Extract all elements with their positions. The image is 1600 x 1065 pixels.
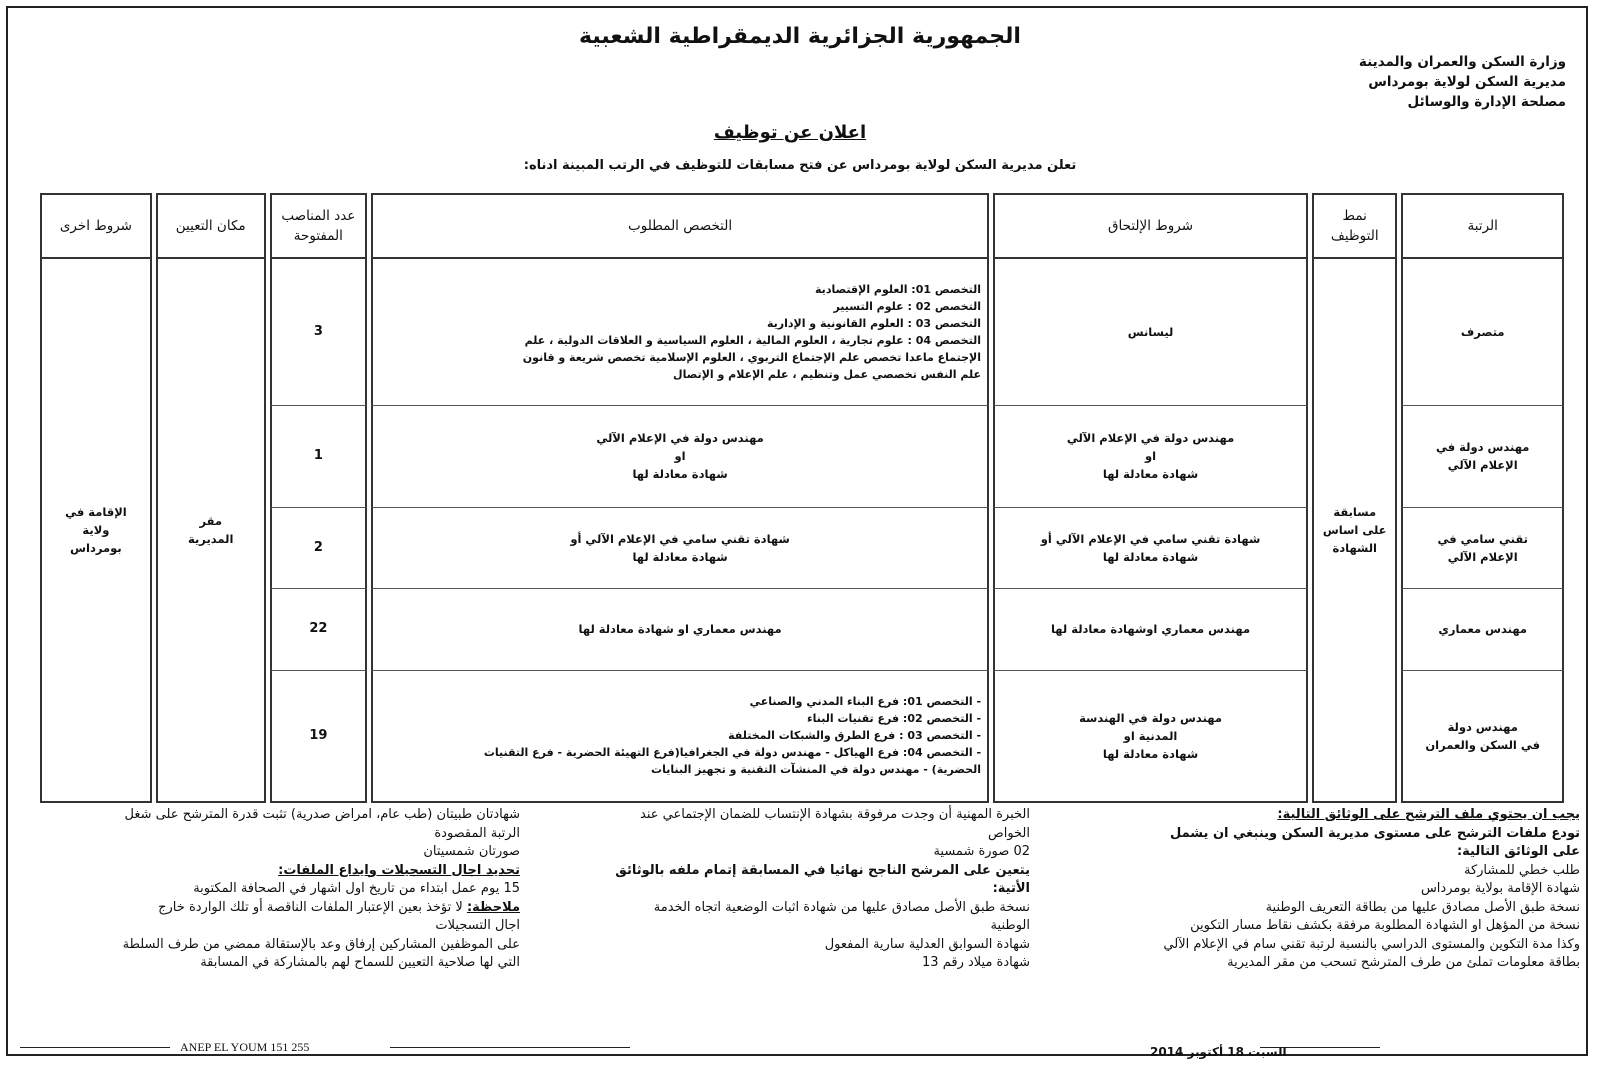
posts-cell: 22 — [270, 589, 368, 670]
list-item: وكذا مدة التكوين والمستوى الدراسي بالنسبة لرتبة تقني سام في الإعلام الآلي — [1163, 936, 1580, 952]
conditions-cell: شهادة تقني سامي في الإعلام الآلي أو شهادة معادلة لها — [993, 508, 1308, 589]
text-line: شهادتان طبيتان (طب عام، امراض صدرية) تثبت قدرة المترشح على شغل — [124, 807, 520, 822]
header-rank: الرتبة — [1401, 193, 1564, 259]
rank-cell: مهندس دولة في السكن والعمران — [1401, 671, 1564, 803]
documents-intro-2: على الوثائق التالية: — [1456, 844, 1580, 859]
rank-cell: مهندس معماري — [1401, 589, 1564, 670]
text-line: اجال التسجيلات — [435, 918, 520, 933]
posts-cell: 2 — [270, 508, 368, 589]
directorate-line: مديرية السكن لولاية بومرداس — [1368, 74, 1566, 90]
header-mode: نمط التوظيف — [1312, 193, 1397, 259]
additional-documents-block — [530, 806, 1030, 973]
specialty-cell: مهندس دولة في الإعلام الآلي او شهادة معادلة لها — [371, 406, 989, 508]
conditions-cell: مهندس دولة في الهندسة المدنية او شهادة معادلة لها — [993, 671, 1308, 803]
publication-date: السبت 18 أكتوبر 2014 — [1150, 1045, 1287, 1059]
note-text: لا تؤخذ بعين الإعتبار الملفات الناقصة أو تلك الواردة خارج — [158, 899, 467, 915]
text-line: الرتبة المقصودة — [434, 825, 520, 841]
header-place: مكان التعيين — [156, 193, 266, 259]
successful-candidate-heading-2: الأتية: — [992, 881, 1030, 896]
text-line: صورتان شمسيتان — [423, 844, 520, 859]
conditions-cell: مهندس دولة في الإعلام الآلي او شهادة معادلة لها — [993, 406, 1308, 508]
ministry-block — [1246, 52, 1566, 112]
list-item: شهادة الإقامة بولاية بومرداس — [1420, 881, 1580, 896]
specialty-cell: التخصص 01: العلوم الإقتصادية التخصص 02 : علوم التسيير التخصص 03 : العلوم القانونية و الإدارية التخصص 04 : علوم تجارية ، العلوم المالية ، العلوم السياسية و العلاقات الدولية ، علم الإجتماع ماعدا تخصص علم الإجتماع التربوي ، العلوم الإسلامية تخصص شريعة و قانون علم النفس تخصصي عمل وتنظيم ، علم الإعلام و الإتصال — [371, 259, 989, 406]
table-row — [40, 259, 1564, 406]
deadlines-block — [20, 806, 520, 973]
successful-candidate-heading: يتعين على المرشح الناجح نهائيا في المسابقة إتمام ملفه بالوثائق — [615, 862, 1030, 878]
required-documents-block — [1040, 806, 1580, 973]
header-posts: عدد المناصب المفتوحة — [270, 193, 368, 259]
note-label: ملاحظة: — [466, 899, 520, 915]
text-line: على الموظفين المشاركين إرفاق وعد بالإستقالة ممضي من طرف السلطة — [122, 936, 520, 952]
specialty-cell: - التخصص 01: فرع البناء المدني والصناعي - التخصص 02: فرع تقنيات البناء - التخصص 03 : فرع الطرق والشبكات المختلفة - التخصص 04: فرع الهياكل - مهندس دولة في الجغرافيا(فرع التهيئة الحضرية - فرع التقنيات الحضرية) - مهندس دولة في المنشآت التقنية و تجهيز البنايات — [371, 671, 989, 803]
announcement-title: اعلان عن توظيف — [713, 122, 867, 143]
list-item: نسخة من المؤهل او الشهادة المطلوبة مرفقة بكشف نقاط مسار التكوين — [1190, 918, 1580, 933]
conditions-cell: ليسانس — [993, 259, 1308, 406]
header-specialty: التخصص المطلوب — [371, 193, 989, 259]
footer-rule-middle — [390, 1047, 630, 1048]
rank-cell: مهندس دولة في الإعلام الآلي — [1401, 406, 1564, 508]
rank-cell: متصرف — [1401, 259, 1564, 406]
documents-intro-1: تودع ملفات الترشح على مستوى مديرية السكن وينبغي ان يشمل — [1169, 825, 1580, 841]
list-item: طلب خطي للمشاركة — [1464, 862, 1580, 878]
documents-heading: يجب ان يحتوي ملف الترشح على الوثائق التالية: — [1277, 807, 1580, 822]
mode-cell: مسابقة على اساس الشهادة — [1312, 259, 1397, 803]
text-line: شهادة السوابق العدلية سارية المفعول — [824, 936, 1030, 952]
anep-reference: ANEP EL YOUM 151 255 — [180, 1040, 310, 1054]
text-line: شهادة ميلاد رقم 13 — [922, 955, 1030, 970]
note-line — [20, 899, 520, 918]
deadlines-heading: تحديد اجال التسجيلات وايداع الملفات: — [278, 862, 520, 878]
posts-cell: 3 — [270, 259, 368, 406]
posts-cell: 1 — [270, 406, 368, 508]
ministry-line: وزارة السكن والعمران والمدينة — [1358, 54, 1566, 70]
header-other: شروط اخرى — [40, 193, 152, 259]
republic-title: الجمهورية الجزائرية الديمقراطية الشعبية — [579, 24, 1021, 49]
place-cell: مقر المديرية — [156, 259, 266, 803]
text-line: 02 صورة شمسية — [933, 844, 1030, 859]
text-line: التي لها صلاحية التعيين للسماح لهم بالمشاركة في المسابقة — [200, 955, 520, 970]
rank-cell: تقني سامي في الإعلام الآلي — [1401, 508, 1564, 589]
text-line: 15 يوم عمل ابتداء من تاريخ اول اشهار في الصحافة المكتوبة — [193, 881, 520, 896]
conditions-cell: مهندس معماري اوشهادة معادلة لها — [993, 589, 1308, 670]
service-line: مصلحة الإدارة والوسائل — [1407, 94, 1566, 110]
text-line: نسخة طبق الأصل مصادق عليها من شهادة اثبات الوضعية اتجاه الخدمة — [653, 899, 1030, 915]
specialty-cell: مهندس معماري او شهادة معادلة لها — [371, 589, 989, 670]
posts-cell: 19 — [270, 671, 368, 803]
other-conditions-cell: الإقامة في ولاية بومرداس — [40, 259, 152, 803]
announcement-intro: تعلن مديرية السكن لولاية بومرداس عن فتح مسابقات للتوظيف في الرتب المبينة ادناه: — [523, 158, 1077, 173]
footer-rule-left — [20, 1047, 170, 1048]
header-conditions: شروط الإلتحاق — [993, 193, 1308, 259]
text-line: الخبرة المهنية أن وجدت مرفوقة بشهادة الإنتساب للضمان الإجتماعي عند — [640, 807, 1030, 822]
text-line: الخواص — [987, 825, 1030, 841]
text-line: الوطنية — [990, 918, 1030, 933]
table-header-row — [40, 193, 1564, 259]
list-item: بطاقة معلومات تملئ من طرف المترشح تسحب من مقر المديرية — [1227, 955, 1580, 970]
list-item: نسخة طبق الأصل مصادق عليها من بطاقة التعريف الوطنية — [1265, 899, 1580, 915]
specialty-cell: شهادة تقني سامي في الإعلام الآلي أو شهادة معادلة لها — [371, 508, 989, 589]
recruitment-table — [36, 193, 1568, 803]
